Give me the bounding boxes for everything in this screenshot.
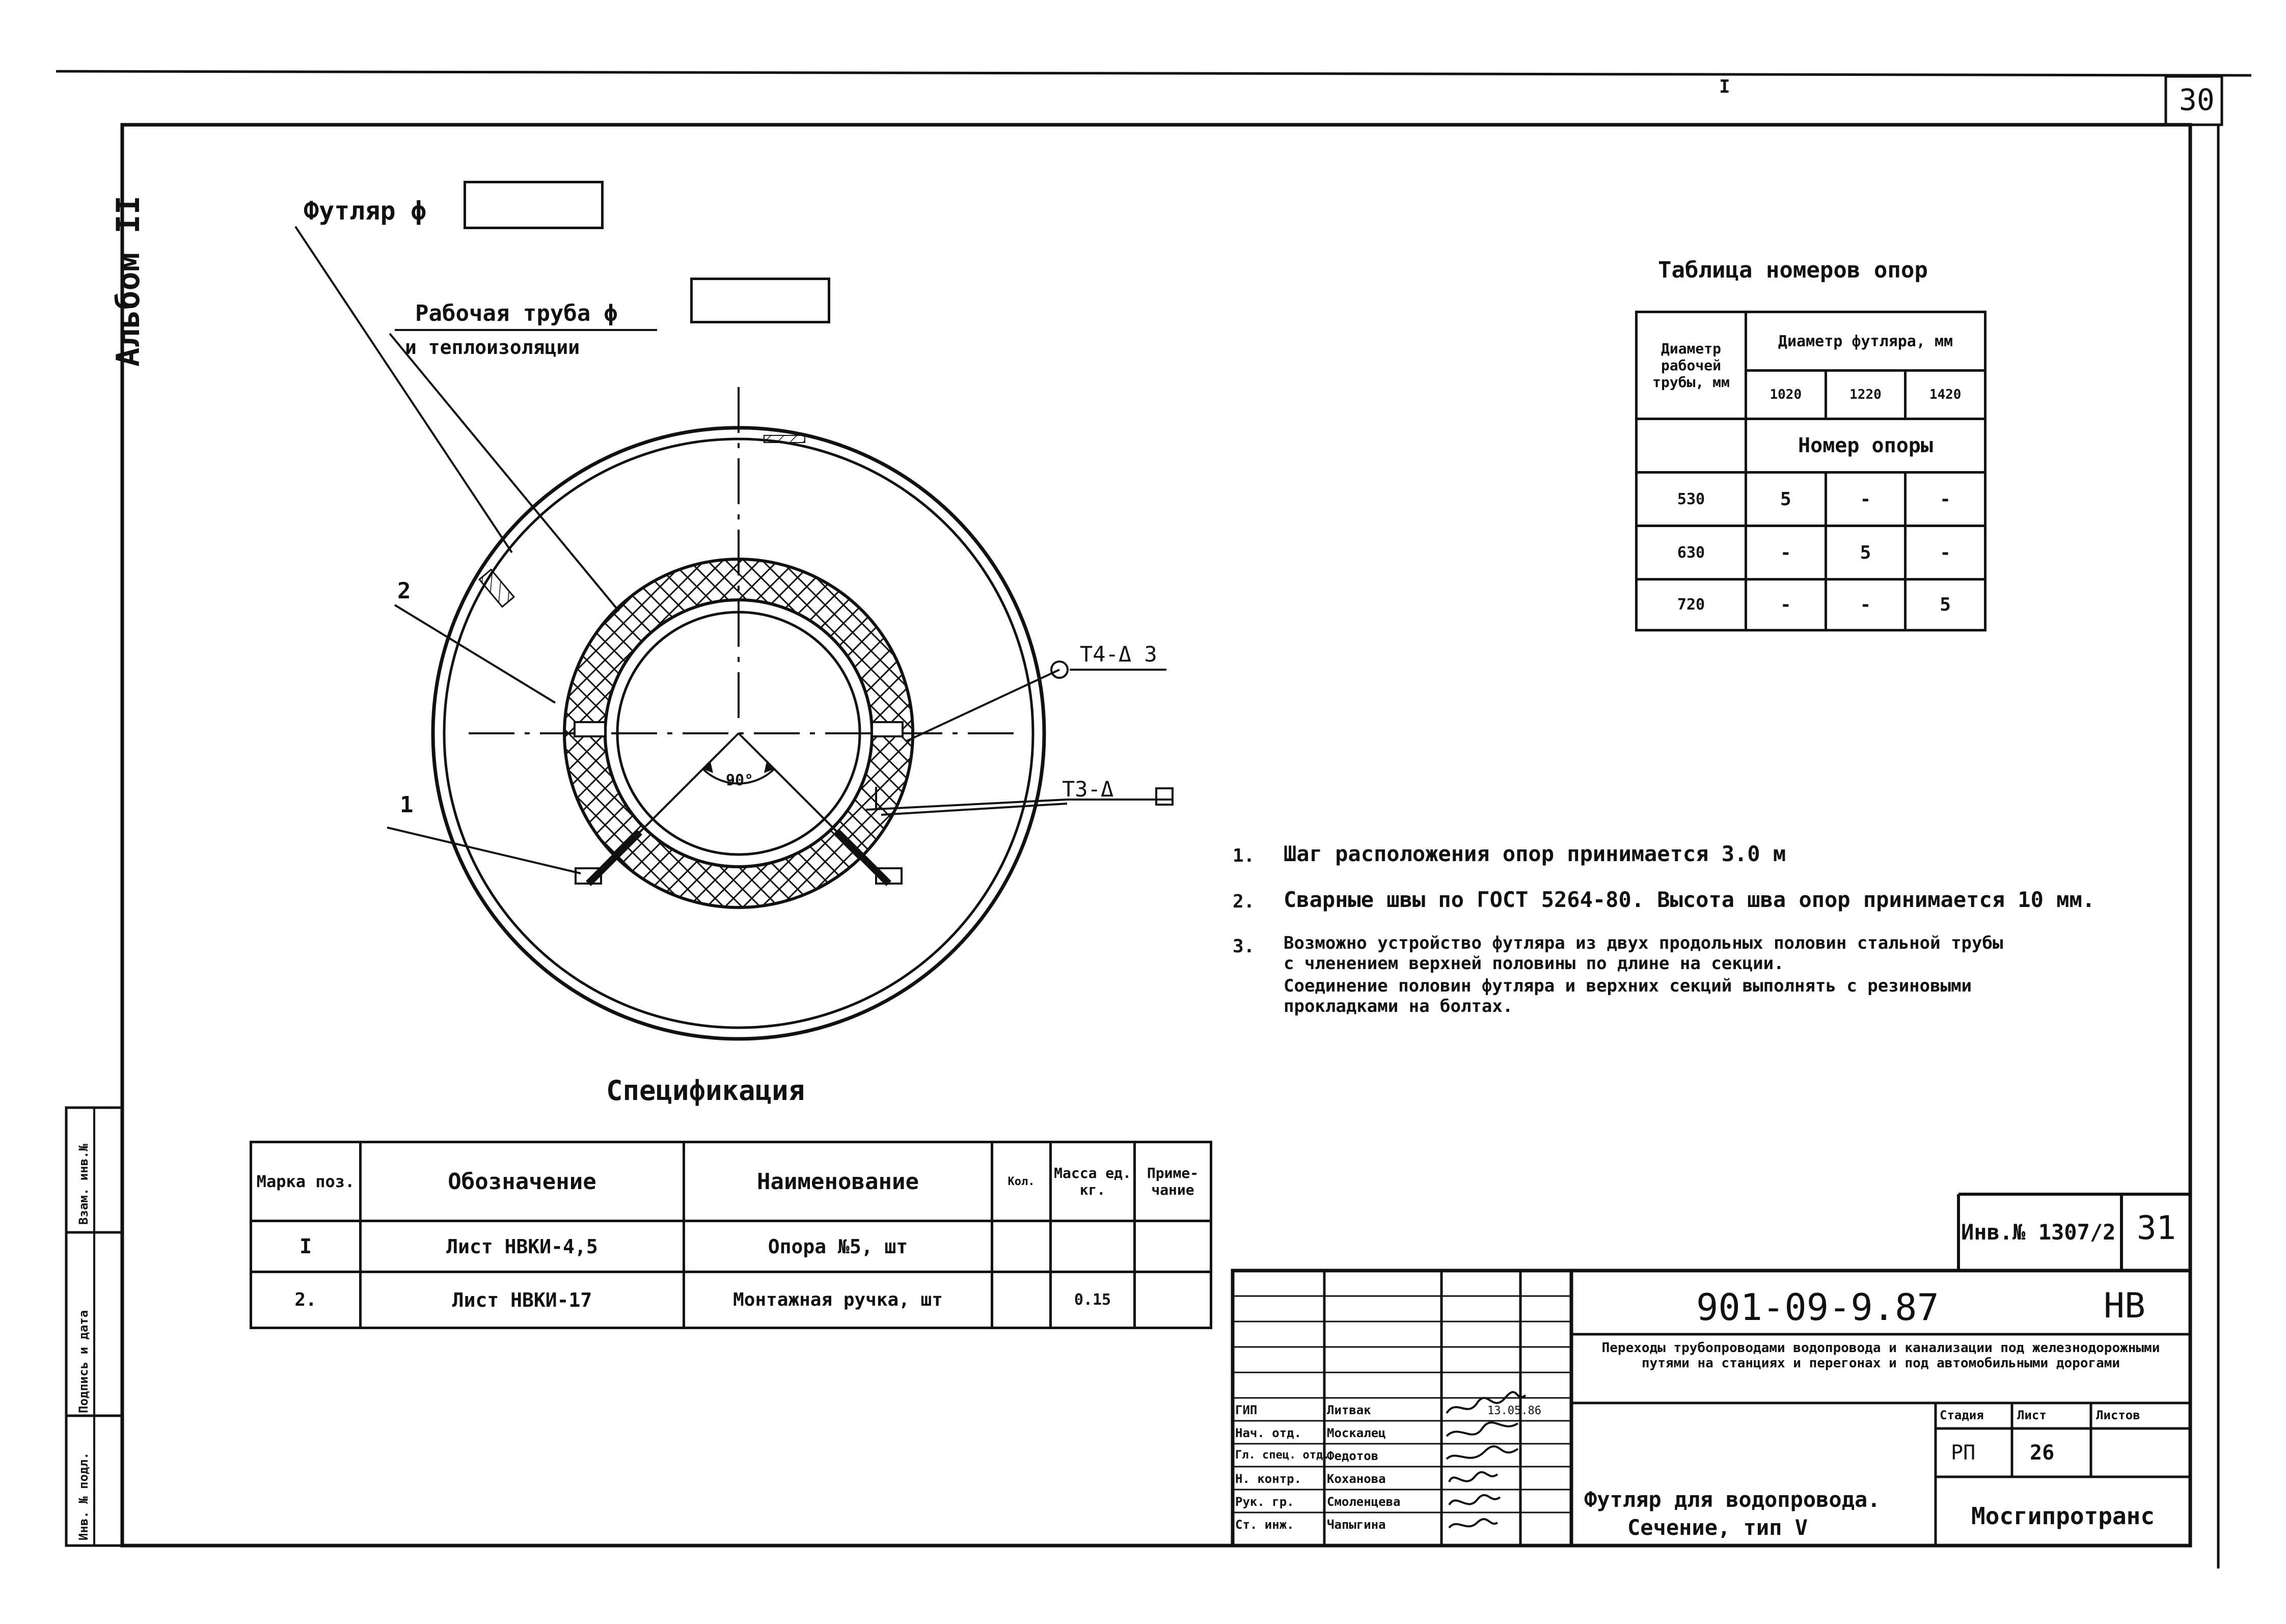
pipe-diam-row-1: 530 [1637,473,1746,526]
casing-diam-3: 1420 [1906,371,1985,419]
spec-h-qty: Кол. [992,1142,1051,1221]
sheets-header: Листов [2096,1408,2140,1422]
document-suffix: НВ [2104,1286,2145,1326]
support-cell: 5 [1826,526,1906,580]
support-table-h-casing: Диаметр футляра, мм [1746,312,1985,371]
side-stamp-label-2: Подпись и дата [76,1310,91,1413]
spec-title: Спецификация [606,1075,805,1107]
support-cell: - [1826,473,1906,526]
staff-role-5: Рук. гр. [1235,1495,1294,1509]
casing-diameter-input [464,181,604,229]
spec-cell: Опора №5, шт [684,1221,992,1272]
sheet-corner-number: 31 [2137,1209,2176,1247]
spec-h-mass: Масса ед. кг. [1051,1142,1135,1221]
support-cell: - [1906,526,1985,580]
side-stamp-label-3: Инв. № подл. [76,1452,91,1540]
position-2-label: 2 [397,578,411,604]
spec-h-designation: Обозначение [361,1142,684,1221]
position-1-label: 1 [400,792,414,818]
weld-t4-label: Т4-Δ 3 [1080,642,1157,667]
staff-role-6: Ст. инж. [1235,1518,1294,1532]
support-cell: - [1746,580,1826,630]
stage-value: РП [1951,1441,1976,1465]
spec-cell: 0.15 [1051,1272,1135,1328]
pipe-diameter-label: Рабочая труба ϕ [415,300,618,326]
staff-role-4: Н. контр. [1235,1472,1302,1486]
staff-name-4: Коханова [1327,1472,1386,1486]
page-number-outer: 30 [2179,82,2215,117]
casing-diameter-label: Футляр ϕ [304,196,426,226]
pipe-diam-row-3: 720 [1637,580,1746,630]
side-stamp-label-1: Взам. инв.№ [76,1144,91,1225]
casing-diam-1: 1020 [1746,371,1826,419]
note-1-number: 1. [1233,845,1255,866]
staff-name-5: Смоленцева [1327,1495,1401,1509]
spec-h-name: Наименование [684,1142,992,1221]
spec-cell [992,1221,1051,1272]
spec-h-note: Приме- чание [1135,1142,1211,1221]
note-1-text: Шаг расположения опор принимается 3.0 м [1284,841,1786,866]
support-cell: 5 [1906,580,1985,630]
spec-cell: 2. [251,1272,361,1328]
spec-cell: Монтажная ручка, шт [684,1272,992,1328]
spec-cell [992,1272,1051,1328]
spec-cell: Лист НВКИ-17 [361,1272,684,1328]
spec-cell [1135,1221,1211,1272]
top-mark: I [1719,76,1730,97]
pipe-diameter-input [690,278,830,323]
staff-name-1: Литвак [1327,1403,1371,1417]
staff-name-2: Москалец [1327,1426,1386,1440]
casing-diam-2: 1220 [1826,371,1906,419]
support-table-title: Таблица номеров опор [1658,257,1928,283]
spec-h-pos: Марка поз. [251,1142,361,1221]
staff-role-2: Нач. отд. [1235,1426,1302,1440]
staff-name-6: Чапыгина [1327,1518,1386,1532]
document-code: 901-09-9.87 [1696,1286,1939,1329]
drawing-title-line-1: Футляр для водопровода. [1584,1487,1881,1512]
support-cell: - [1906,473,1985,526]
organization-name: Мосгипротранс [1971,1502,2155,1530]
note-3-line-1: Возможно устройство футляра из двух продольных половин стальной трубы [1284,933,2003,953]
note-2-text: Сварные швы по ГОСТ 5264-80. Высота шва опор принимается 10 мм. [1284,887,2096,912]
support-cell: - [1826,580,1906,630]
spec-cell: Лист НВКИ-4,5 [361,1221,684,1272]
note-2-number: 2. [1233,891,1255,912]
note-3-line-2: с членением верхней половины по длине на секции. [1284,953,1784,974]
staff-name-3: Федотов [1327,1449,1379,1463]
spec-cell [1051,1221,1135,1272]
sheet-header: Лист [2017,1408,2047,1422]
support-table-h-support: Номер опоры [1746,419,1985,473]
support-table-h-pipe: Диаметр рабочей трубы, мм [1637,312,1746,419]
staff-role-3: Гл. спец. отд. [1235,1449,1330,1462]
sheet-value: 26 [2030,1441,2055,1465]
angle-label: 90° [726,772,754,789]
spec-cell [1135,1272,1211,1328]
note-3-line-4: прокладками на болтах. [1284,996,1513,1016]
note-3-number: 3. [1233,936,1255,957]
support-cell: - [1746,526,1826,580]
top-trim-line [56,71,2251,75]
staff-role-1: ГИП [1235,1403,1258,1417]
project-name: Переходы трубопроводами водопровода и канализации под железнодорожными путями на станциях и перегонах и под автомобильными дорогами [1601,1340,2160,1371]
support-cell: 5 [1746,473,1826,526]
weld-t3-label: Т3-Δ [1062,777,1114,802]
stage-header: Стадия [1940,1408,1984,1422]
album-label: Альбом II [110,196,147,367]
drawing-title-line-2: Сечение, тип V [1627,1515,1808,1540]
inventory-number: Инв.№ 1307/2 [1961,1220,2116,1245]
note-3-line-3: Соединение половин футляра и верхних секций выполнять с резиновыми [1284,976,1972,996]
support-table [1635,311,1986,631]
pipe-diam-row-2: 630 [1637,526,1746,580]
pipe-cross-section [433,387,1044,1039]
spec-cell: I [251,1221,361,1272]
spec-table [250,1141,1212,1329]
insulation-label: и теплоизоляции [405,336,580,359]
staff-date-1: 13.05.86 [1487,1405,1541,1417]
